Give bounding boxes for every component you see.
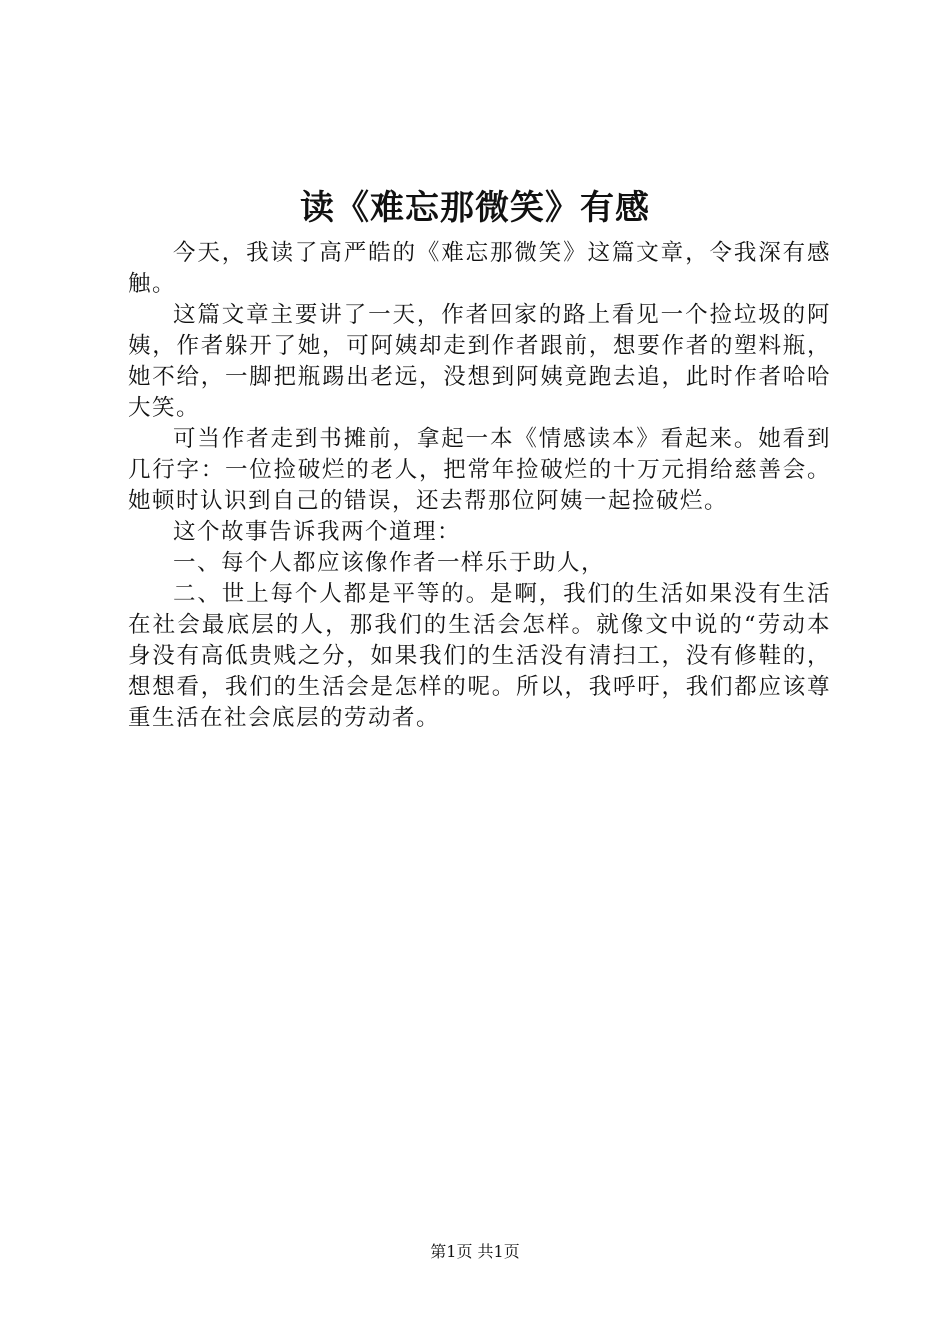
document-title: 读《难忘那微笑》有感	[300, 188, 650, 228]
page-footer: 第1页 共1页	[430, 1242, 520, 1261]
paragraph-5: 一、每个人都应该像作者一样乐于助人，	[173, 550, 606, 576]
document-body	[128, 238, 831, 734]
paragraph-3: 可当作者走到书摊前，拿起一本《情感读本》看起来。她看到几行字：一位捡破烂的老人，把常年捡破烂的十万元捐给慈善会。她顿时认识到自己的错误，还去帮那位阿姨一起捡破烂。	[128, 426, 831, 514]
paragraph-2: 这篇文章主要讲了一天，作者回家的路上看见一个捡垃圾的阿姨，作者躲开了她，可阿姨却走到作者跟前，想要作者的塑料瓶，她不给，一脚把瓶踢出老远，没想到阿姨竟跑去追，此时作者哈哈大笑。	[128, 302, 831, 421]
paragraph-6: 二、世上每个人都是平等的。是啊，我们的生活如果没有生活在社会最底层的人，那我们的生活会怎样。就像文中说的“劳动本身没有高低贵贱之分，如果我们的生活没有清扫工，没有修鞋的，想想看，我们的生活会是怎样的呢。所以，我呼吁，我们都应该尊重生活在社会底层的劳动者。	[128, 581, 831, 731]
paragraph-1: 今天，我读了高严皓的《难忘那微笑》这篇文章，令我深有感触。	[128, 240, 831, 297]
paragraph-4: 这个故事告诉我两个道理：	[173, 519, 462, 545]
